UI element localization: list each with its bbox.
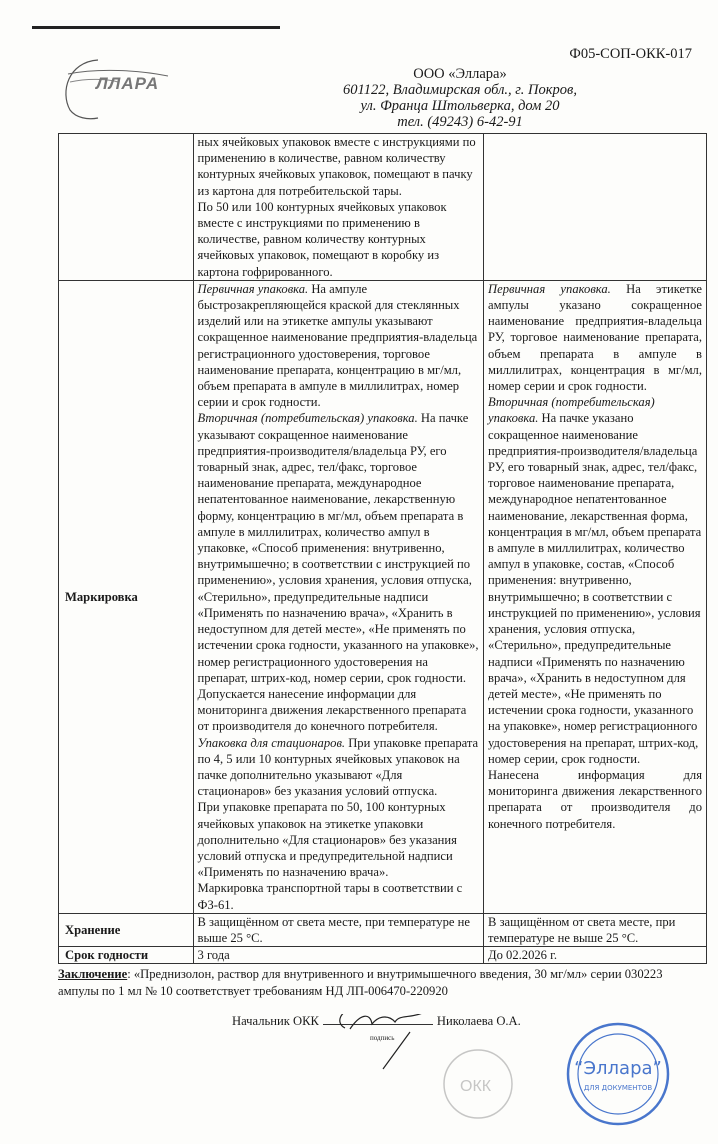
- paragraph-title: Упаковка для стационаров.: [197, 735, 346, 750]
- table-row-storage: [59, 913, 707, 946]
- gray-stamp-text: ОКК: [460, 1078, 492, 1096]
- org-name: ООО «Эллара»: [413, 66, 507, 82]
- result-cell: До 02.2026 г.: [484, 947, 707, 964]
- conclusion: [58, 966, 698, 1000]
- paragraph-title: Первичная упаковка.: [488, 281, 611, 296]
- paragraph-text: На пачке указывают сокращенное наименование предприятия-производителя/владельца РУ, его товарный знак, адрес, тел/факс, торговое наименование препарата, международное непатентованное наименование, лекарственную форму, концентрацию в мг/мл, объем препарата в ампуле в миллилитрах, количество ампул в упаковке, «Способ применения: внутривенно, внутримышечно; в соответствии с инструкцией по применению», условия хранения, условия отпуска, «Стерильно», предупредительные надписи «Применять по назначению врача», «Хранить в недоступном для детей месте», «Не применять по истечении срока годности, указанного на упаковке», номер регистрационного удостоверения на препарат, штрих-код, номер серии, срок годности.: [197, 411, 479, 685]
- spec-paragraph: [198, 880, 480, 912]
- conclusion-text: : «Преднизолон, раствор для внутривенного и внутримышечного введения, 30 мг/мл» серии 030223 ампулы по 1 мл № 10 соответствует требованиям НД ЛП-006470-220920: [58, 967, 663, 999]
- result-paragraph: [488, 767, 702, 832]
- organization-header: [330, 66, 590, 130]
- blue-stamp-sub: ДЛЯ ДОКУМЕНТОВ: [583, 1084, 653, 1093]
- signer-position: Начальник ОКК: [232, 1014, 319, 1029]
- spec-cell: В защищённом от света месте, при температуре не выше 25 °С.: [193, 913, 484, 946]
- table-row-shelf-life: [59, 947, 707, 964]
- signature-caption: подпись: [370, 1034, 395, 1043]
- result-paragraph: [488, 394, 702, 767]
- paragraph-text: Нанесена информация для мониторинга движения лекарственного препарата от производителя до конечного потребителя.: [488, 767, 702, 831]
- spec-paragraph: ных ячейковых упаковок вместе с инструкциями по применению в количестве, равном количеству контурных ячейковых упаковок, помещают в пачку из картона для потребительской тары.: [197, 135, 476, 198]
- row-label: Маркировка: [59, 280, 194, 913]
- scan-edge-bar: [32, 26, 280, 29]
- signer-name: Николаева О.А.: [436, 1014, 521, 1029]
- paragraph-title: Первичная упаковка.: [197, 281, 309, 296]
- spec-paragraph: По 50 или 100 контурных ячейковых упаковок вместе с инструкциями по применению в количестве, равном количеству контурных ячейковых упаковок, помещают в коробку из картона гофрированного.: [197, 199, 447, 279]
- spec-paragraph: [198, 799, 480, 880]
- blue-stamp-text: “Эллара”: [574, 1058, 662, 1080]
- row-label: [59, 134, 194, 281]
- paragraph-text: На пачке указано сокращенное наименование предприятия-производителя/владельца РУ, его товарный знак, адрес, тел/факс, торговое наименование препарата, международное непатентованное наименование, лекарственная форма, концентрация в мг/мл, объем препарата в ампуле в миллилитрах, количество ампул в упаковке, состав, «Способ применения: внутривенно, внутримышечно; в соответствии с инструкцией по применению», условия хранения, условия отпуска, «Стерильно», предупредительные надписи «Применять по назначению врача», «Хранить в недоступном для детей месте», «Не применять по истечении срока годности, указанного на упаковке», номер регистрационного удостоверения на препарат, штрих-код, номер серии, срок годности.: [488, 411, 702, 766]
- paragraph-text: При упаковке препарата по 4, 5 или 10 контурных ячейковых упаковок на пачке дополнительно указывают «Для стационаров» без указания условий отпуска.: [197, 735, 479, 799]
- stamps-overlay: [58, 1014, 707, 1144]
- row-label: Хранение: [59, 913, 194, 946]
- blue-stamp: [568, 1024, 668, 1124]
- spec-cell: [193, 280, 484, 913]
- paragraph-text: Маркировка транспортной тары в соответствии с ФЗ-61.: [197, 881, 463, 912]
- spec-paragraph: [198, 735, 480, 800]
- gray-stamp: [444, 1050, 512, 1118]
- spec-paragraph: [198, 686, 480, 735]
- result-cell: В защищённом от света месте, при температуре не выше 25 °С.: [484, 913, 707, 946]
- address-line-2: ул. Франца Штольверка, дом 20: [360, 98, 560, 114]
- paragraph-text: На ампуле быстрозакрепляющейся краской для стеклянных изделий или на этикетке ампулы указывают сокращенное наименование предприятия-владельца регистрационного удостоверения, торговое наименование препарата, концентрацию в мг/мл, объем препарата в ампуле в миллилитрах, номер серии и срок годности.: [197, 281, 478, 410]
- specification-table: [58, 133, 707, 964]
- document-body: [58, 133, 707, 1096]
- conclusion-label: Заключение: [58, 967, 128, 982]
- logo-text: ЛЛАРА: [96, 74, 160, 93]
- paragraph-text: При упаковке препарата по 50, 100 контурных ячейковых упаковок на этикетке упаковки дополнительно «Для стационаров» без указания условий отпуска и предупредительной надписи «Применять по назначению врача».: [197, 800, 457, 880]
- table-row-marking: [59, 280, 707, 913]
- paragraph-title: Вторичная (потребительская) упаковка.: [488, 395, 655, 426]
- spec-cell: 3 года: [193, 947, 484, 964]
- result-cell: [484, 280, 707, 913]
- row-label: Срок годности: [59, 947, 194, 964]
- paragraph-title: Вторичная (потребительская) упаковка.: [197, 411, 418, 426]
- signature-block: [58, 1014, 707, 1096]
- phone: тел. (49243) 6-42-91: [397, 114, 523, 130]
- document-code: Ф05-СОП-ОКК-017: [569, 46, 692, 62]
- paragraph-text: На этикетке ампулы указано сокращенное наименование предприятия-владельца РУ, торговое наименование препарата, объем препарата в ампуле в миллилитрах, концентрация в мг/мл, номер серии и срок годности.: [488, 281, 702, 394]
- spec-paragraph: [198, 281, 480, 411]
- spec-cell: [193, 134, 484, 281]
- spec-paragraph: [198, 410, 480, 685]
- result-cell: [484, 134, 707, 281]
- result-paragraph: [488, 281, 702, 394]
- table-row-packaging: [59, 134, 707, 281]
- address-line-1: 601122, Владимирская обл., г. Покров,: [343, 82, 577, 98]
- paragraph-text: Допускается нанесение информации для мониторинга движения лекарственного препарата от производителя до конечного потребителя.: [197, 686, 467, 734]
